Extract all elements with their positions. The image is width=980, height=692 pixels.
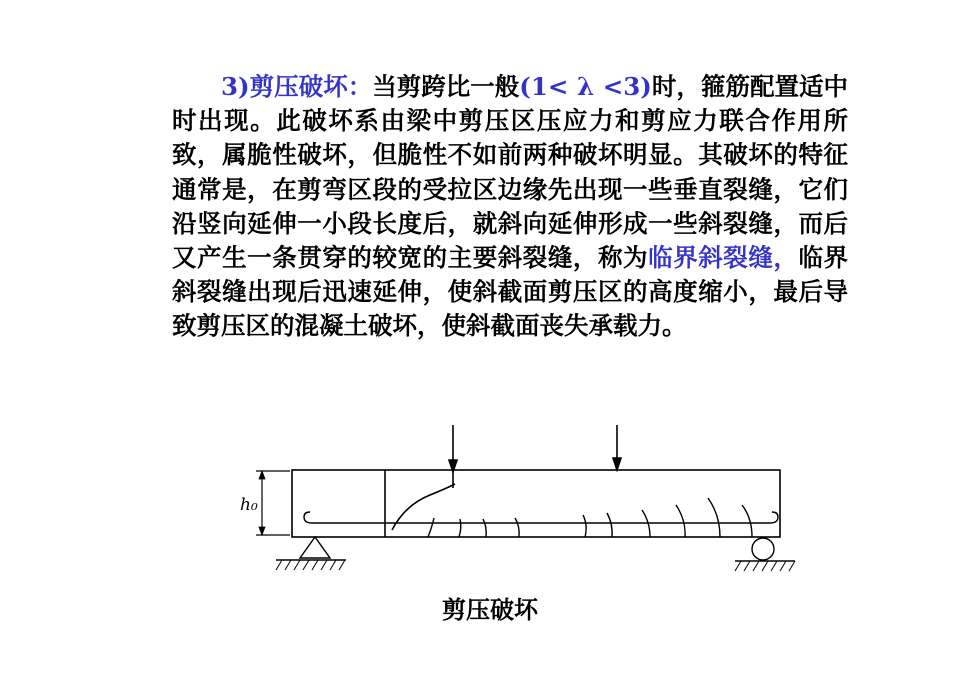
paragraph-text-1: 当剪跨比一般 xyxy=(372,72,520,101)
beam-body xyxy=(292,470,780,537)
paragraph-text-3: 临界斜裂缝出现后迅速延伸，使斜截面剪压区的高度缩小，最后导致剪压区的混凝土破坏，使斜截面丧失承载力。 xyxy=(172,243,849,341)
critical-crack-term: 临界斜裂缝， xyxy=(648,243,799,273)
shear-span-condition: (1< λ <3) xyxy=(519,72,652,101)
beam-diagram xyxy=(230,420,800,585)
dimension-label: h₀ xyxy=(240,495,258,515)
paragraph-text-2: 时，箍筋配置适中时出现。此破坏系由梁中剪压区压应力和剪应力联合作用所致，属脆性破坏，但脆性不如前两种破坏明显。其破坏的特征通常是，在剪弯区段的受拉区边缘先出现一些垂直裂缝，它们沿竖向延伸一小段长度后，就斜向延伸形成一些斜裂缝，而后又产生一条贯穿的较宽的主要斜裂缝，称为 xyxy=(172,72,849,273)
body-paragraph xyxy=(172,70,848,344)
right-support xyxy=(752,538,774,560)
section-heading: 3)剪压破坏： xyxy=(221,72,373,101)
figure-caption: 剪压破坏 xyxy=(442,595,538,624)
reinforcement-bar xyxy=(304,512,778,523)
left-support xyxy=(300,537,330,558)
